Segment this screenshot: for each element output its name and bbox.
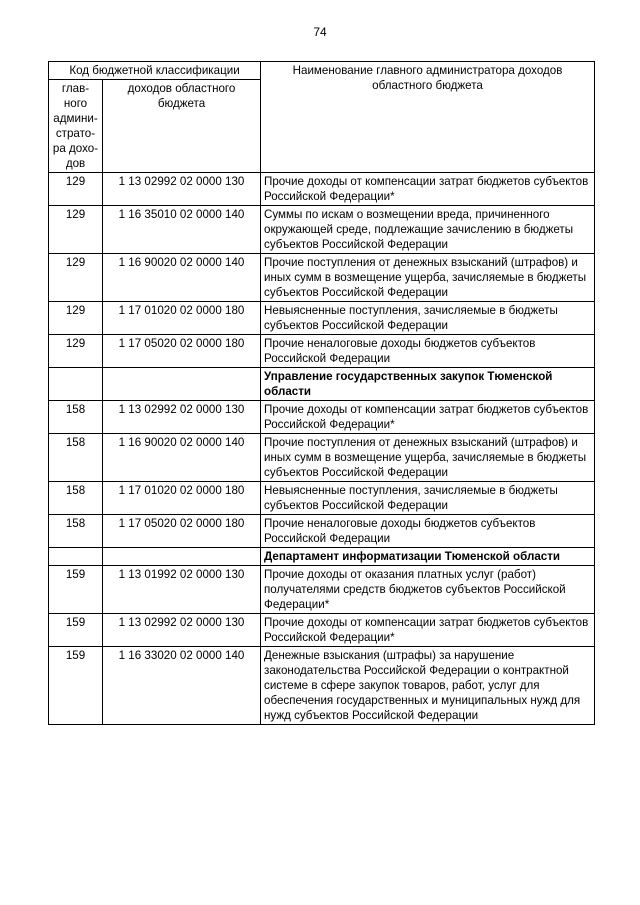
revenue-name-cell: Денежные взыскания (штрафы) за нарушение законодательства Российской Федерации о контрактной системе в сфере закупок товаров, работ, услуг для обеспечения государственных и муниципальных нужд для нужд субъектов Российской Федерации: [261, 647, 595, 725]
revenue-name-cell: Суммы по искам о возмещении вреда, причиненного окружающей среде, подлежащие зачислению в бюджеты субъектов Российской Федерации: [261, 206, 595, 254]
revenue-code-cell: 1 13 02992 02 0000 130: [103, 173, 261, 206]
admin-code-cell: 158: [49, 482, 103, 515]
revenue-code-cell: 1 16 35010 02 0000 140: [103, 206, 261, 254]
table-row: [49, 482, 595, 515]
admin-code-cell: 129: [49, 254, 103, 302]
revenue-code-cell: [103, 368, 261, 401]
table-row: [49, 614, 595, 647]
header-administrator-name: Наименование главного администратора доходов областного бюджета: [261, 62, 595, 173]
admin-code-cell: 129: [49, 206, 103, 254]
admin-code-cell: 129: [49, 173, 103, 206]
admin-code-cell: 159: [49, 614, 103, 647]
table-row: [49, 401, 595, 434]
revenue-code-cell: [103, 548, 261, 566]
revenue-name-cell: Прочие доходы от оказания платных услуг (работ) получателями средств бюджетов субъектов Российской Федерации*: [261, 566, 595, 614]
revenue-code-cell: 1 17 01020 02 0000 180: [103, 482, 261, 515]
admin-code-cell: 158: [49, 515, 103, 548]
page-number: 74: [313, 25, 327, 39]
revenue-code-cell: 1 13 01992 02 0000 130: [103, 566, 261, 614]
revenue-code-cell: 1 17 05020 02 0000 180: [103, 335, 261, 368]
table-header: [49, 62, 595, 173]
budget-classification-table: [48, 61, 595, 725]
revenue-code-cell: 1 13 02992 02 0000 130: [103, 614, 261, 647]
table-row: [49, 566, 595, 614]
revenue-code-cell: 1 16 90020 02 0000 140: [103, 254, 261, 302]
table-row: [49, 302, 595, 335]
table-row: [49, 434, 595, 482]
header-administrator: глав-ного админи-страто-ра дохо-дов: [49, 80, 103, 173]
admin-code-cell: 129: [49, 302, 103, 335]
revenue-name-cell: Управление государственных закупок Тюменской области: [261, 368, 595, 401]
admin-code-cell: 159: [49, 566, 103, 614]
admin-code-cell: 158: [49, 434, 103, 482]
revenue-code-cell: 1 17 01020 02 0000 180: [103, 302, 261, 335]
revenue-code-cell: 1 17 05020 02 0000 180: [103, 515, 261, 548]
revenue-name-cell: Прочие доходы от компенсации затрат бюджетов субъектов Российской Федерации*: [261, 614, 595, 647]
header-classification-code: Код бюджетной классификации: [49, 62, 261, 80]
header-revenue-code: доходов областного бюджета: [103, 80, 261, 173]
section-heading-row: [49, 548, 595, 566]
admin-code-cell: 159: [49, 647, 103, 725]
revenue-name-cell: Прочие неналоговые доходы бюджетов субъектов Российской Федерации: [261, 335, 595, 368]
table-row: [49, 335, 595, 368]
admin-code-cell: [49, 548, 103, 566]
revenue-name-cell: Невыясненные поступления, зачисляемые в бюджеты субъектов Российской Федерации: [261, 482, 595, 515]
revenue-name-cell: Прочие доходы от компенсации затрат бюджетов субъектов Российской Федерации*: [261, 401, 595, 434]
table-row: [49, 647, 595, 725]
table-row: [49, 173, 595, 206]
table-row: [49, 206, 595, 254]
table-row: [49, 254, 595, 302]
revenue-name-cell: Прочие неналоговые доходы бюджетов субъектов Российской Федерации: [261, 515, 595, 548]
revenue-name-cell: Прочие поступления от денежных взысканий (штрафов) и иных сумм в возмещение ущерба, зачисляемые в бюджеты субъектов Российской Федерации: [261, 434, 595, 482]
table-body: [49, 173, 595, 725]
revenue-name-cell: Департамент информатизации Тюменской области: [261, 548, 595, 566]
revenue-name-cell: Прочие доходы от компенсации затрат бюджетов субъектов Российской Федерации*: [261, 173, 595, 206]
revenue-name-cell: Прочие поступления от денежных взысканий (штрафов) и иных сумм в возмещение ущерба, зачисляемые в бюджеты субъектов Российской Федерации: [261, 254, 595, 302]
revenue-name-cell: Невыясненные поступления, зачисляемые в бюджеты субъектов Российской Федерации: [261, 302, 595, 335]
admin-code-cell: 158: [49, 401, 103, 434]
revenue-code-cell: 1 13 02992 02 0000 130: [103, 401, 261, 434]
admin-code-cell: 129: [49, 335, 103, 368]
section-heading-row: [49, 368, 595, 401]
table-row: [49, 515, 595, 548]
admin-code-cell: [49, 368, 103, 401]
revenue-code-cell: 1 16 33020 02 0000 140: [103, 647, 261, 725]
revenue-code-cell: 1 16 90020 02 0000 140: [103, 434, 261, 482]
